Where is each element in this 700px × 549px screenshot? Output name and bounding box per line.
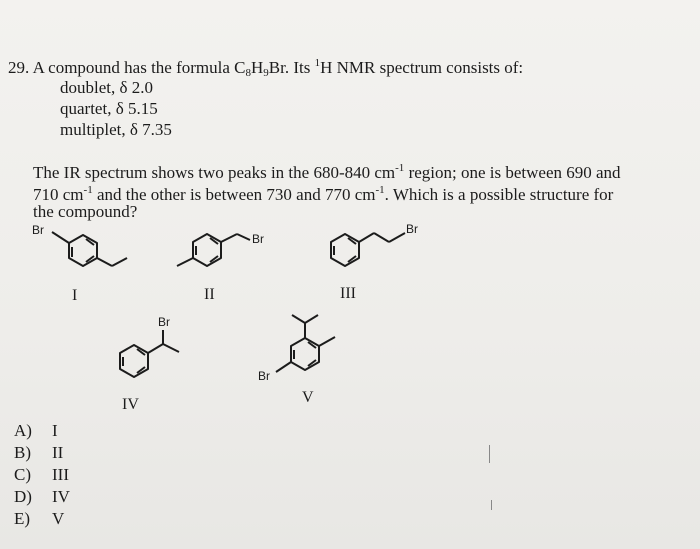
ir-text-line: 710 $cm^{-1}$ and the other is between 730 and 770 $cm^{-1}$. Which is a possible structure for xyxy=(33,184,614,204)
bromine-label-v: Br xyxy=(258,369,270,383)
answer-choice-e[interactable]: E) V xyxy=(14,509,65,528)
structure-label-iii: III xyxy=(340,285,356,302)
structure-i xyxy=(52,232,127,266)
structure-iv xyxy=(120,330,179,377)
question-header: 29. A compound has the formula $C_8H_9Br$. Its $^1$H NMR spectrum consists of: xyxy=(8,57,524,79)
structure-label-ii: II xyxy=(204,286,215,303)
bromine-label-iv: Br xyxy=(158,315,170,329)
nmr-peak: quartet, δ 5.15 xyxy=(60,99,158,118)
bromine-label-ii: Br xyxy=(252,232,264,246)
structure-label-i: I xyxy=(72,287,78,304)
answer-choice-b[interactable]: B) II xyxy=(14,443,64,462)
pencil-mark xyxy=(489,445,490,463)
structure-label-v: V xyxy=(302,389,314,406)
structure-label-iv: IV xyxy=(122,396,139,413)
nmr-peak: multiplet, δ 7.35 xyxy=(60,120,172,139)
ir-text-line: The IR spectrum shows two peaks in the 680-840 $cm^{-1}$ region; one is between 690 and xyxy=(33,162,621,182)
structure-iii xyxy=(331,233,405,266)
ir-text-line: the compound? xyxy=(33,202,138,221)
nmr-peak: doublet, δ 2.0 xyxy=(60,78,154,97)
answer-choice-c[interactable]: C) III xyxy=(14,465,69,484)
question-number: 29. xyxy=(8,58,30,77)
bromine-label-iii: Br xyxy=(406,222,418,236)
bromine-label-i: Br xyxy=(32,223,44,237)
answer-choice-d[interactable]: D) IV xyxy=(14,487,70,506)
structure-ii xyxy=(177,234,250,266)
pencil-mark xyxy=(491,500,492,510)
answer-choice-a[interactable]: A) I xyxy=(14,421,58,440)
structure-v xyxy=(276,315,335,372)
